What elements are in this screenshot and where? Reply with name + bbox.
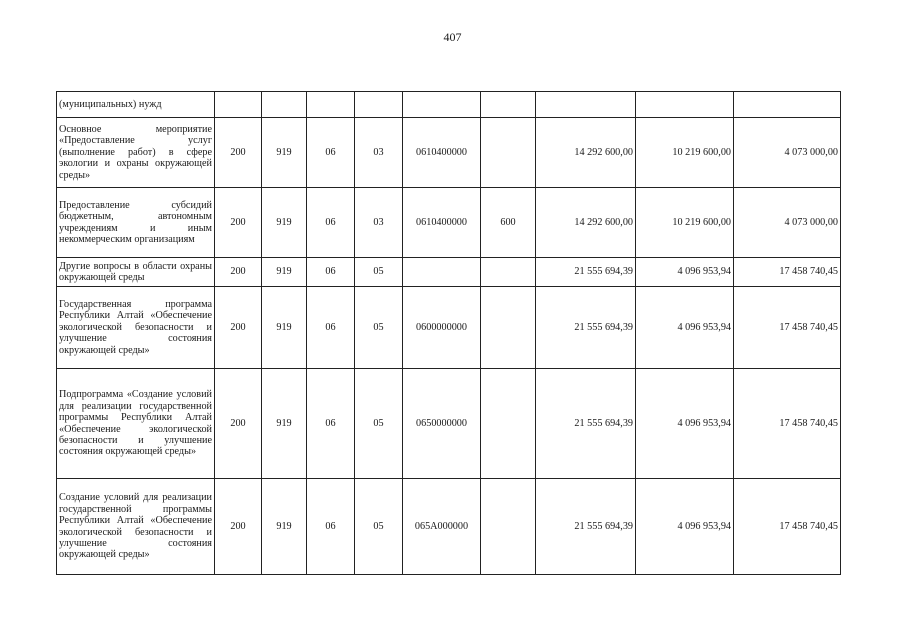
podrazdel-cell: 06 (307, 287, 355, 369)
csr-cell: 065А000000 (403, 479, 481, 575)
row-name-cell: Государственная программа Республики Алтай «Обеспечение экологической безопасности и улучшение состояния окружающей среды» (57, 287, 215, 369)
razdel-cell: 919 (262, 188, 307, 258)
budget-table-body (57, 92, 841, 575)
sum1-cell: 14 292 600,00 (536, 188, 636, 258)
razdel-cell: 919 (262, 258, 307, 287)
row-name-cell: Подпрограмма «Создание условий для реализации государственной программы Республики Алтай «Обеспечение экологической безопасности и улучшение состояния окружающей среды» (57, 369, 215, 479)
sum2-cell (636, 92, 734, 118)
grbs-cell: 200 (215, 118, 262, 188)
vr-cell: 600 (481, 188, 536, 258)
vid-cell: 05 (355, 369, 403, 479)
csr-cell: 0610400000 (403, 188, 481, 258)
table-row (57, 369, 841, 479)
sum1-cell (536, 92, 636, 118)
sum3-cell: 4 073 000,00 (734, 118, 841, 188)
sum1-cell: 21 555 694,39 (536, 369, 636, 479)
row-name-cell: Предоставление субсидий бюджетным, автономным учреждениям и иным некоммерческим организациям (57, 188, 215, 258)
sum3-cell: 17 458 740,45 (734, 369, 841, 479)
page-number: 407 (443, 30, 462, 44)
vid-cell (355, 92, 403, 118)
razdel-cell: 919 (262, 118, 307, 188)
vid-cell: 05 (355, 479, 403, 575)
grbs-cell: 200 (215, 479, 262, 575)
table-row (57, 118, 841, 188)
sum2-cell: 4 096 953,94 (636, 258, 734, 287)
sum2-cell: 10 219 600,00 (636, 188, 734, 258)
row-name-cell: Создание условий для реализации государственной программы Республики Алтай «Обеспечение экологической безопасности и улучшение состояния окружающей среды» (57, 479, 215, 575)
podrazdel-cell: 06 (307, 479, 355, 575)
sum3-cell: 17 458 740,45 (734, 287, 841, 369)
razdel-cell: 919 (262, 479, 307, 575)
row-name-cell: Другие вопросы в области охраны окружающей среды (57, 258, 215, 287)
sum3-cell: 17 458 740,45 (734, 479, 841, 575)
vid-cell: 03 (355, 118, 403, 188)
budget-table (56, 91, 841, 575)
csr-cell: 0650000000 (403, 369, 481, 479)
vr-cell (481, 92, 536, 118)
csr-cell (403, 92, 481, 118)
row-name-cell: (муниципальных) нужд (57, 92, 215, 118)
sum2-cell: 4 096 953,94 (636, 287, 734, 369)
table-row (57, 479, 841, 575)
sum1-cell: 21 555 694,39 (536, 479, 636, 575)
sum2-cell: 10 219 600,00 (636, 118, 734, 188)
grbs-cell (215, 92, 262, 118)
razdel-cell: 919 (262, 287, 307, 369)
sum2-cell: 4 096 953,94 (636, 479, 734, 575)
vr-cell (481, 258, 536, 287)
table-row (57, 92, 841, 118)
vid-cell: 05 (355, 258, 403, 287)
grbs-cell: 200 (215, 188, 262, 258)
podrazdel-cell: 06 (307, 118, 355, 188)
vr-cell (481, 118, 536, 188)
table-row (57, 258, 841, 287)
sum3-cell: 4 073 000,00 (734, 188, 841, 258)
podrazdel-cell: 06 (307, 188, 355, 258)
table-row (57, 188, 841, 258)
vr-cell (481, 369, 536, 479)
vid-cell: 05 (355, 287, 403, 369)
vid-cell: 03 (355, 188, 403, 258)
podrazdel-cell (307, 92, 355, 118)
sum1-cell: 21 555 694,39 (536, 287, 636, 369)
sum1-cell: 21 555 694,39 (536, 258, 636, 287)
sum3-cell: 17 458 740,45 (734, 258, 841, 287)
razdel-cell (262, 92, 307, 118)
grbs-cell: 200 (215, 369, 262, 479)
razdel-cell: 919 (262, 369, 307, 479)
csr-cell: 0600000000 (403, 287, 481, 369)
table-row (57, 287, 841, 369)
csr-cell (403, 258, 481, 287)
grbs-cell: 200 (215, 287, 262, 369)
vr-cell (481, 479, 536, 575)
csr-cell: 0610400000 (403, 118, 481, 188)
sum3-cell (734, 92, 841, 118)
sum2-cell: 4 096 953,94 (636, 369, 734, 479)
sum1-cell: 14 292 600,00 (536, 118, 636, 188)
podrazdel-cell: 06 (307, 258, 355, 287)
vr-cell (481, 287, 536, 369)
grbs-cell: 200 (215, 258, 262, 287)
row-name-cell: Основное мероприятие «Предоставление услуг (выполнение работ) в сфере экологии и охраны окружающей среды» (57, 118, 215, 188)
podrazdel-cell: 06 (307, 369, 355, 479)
